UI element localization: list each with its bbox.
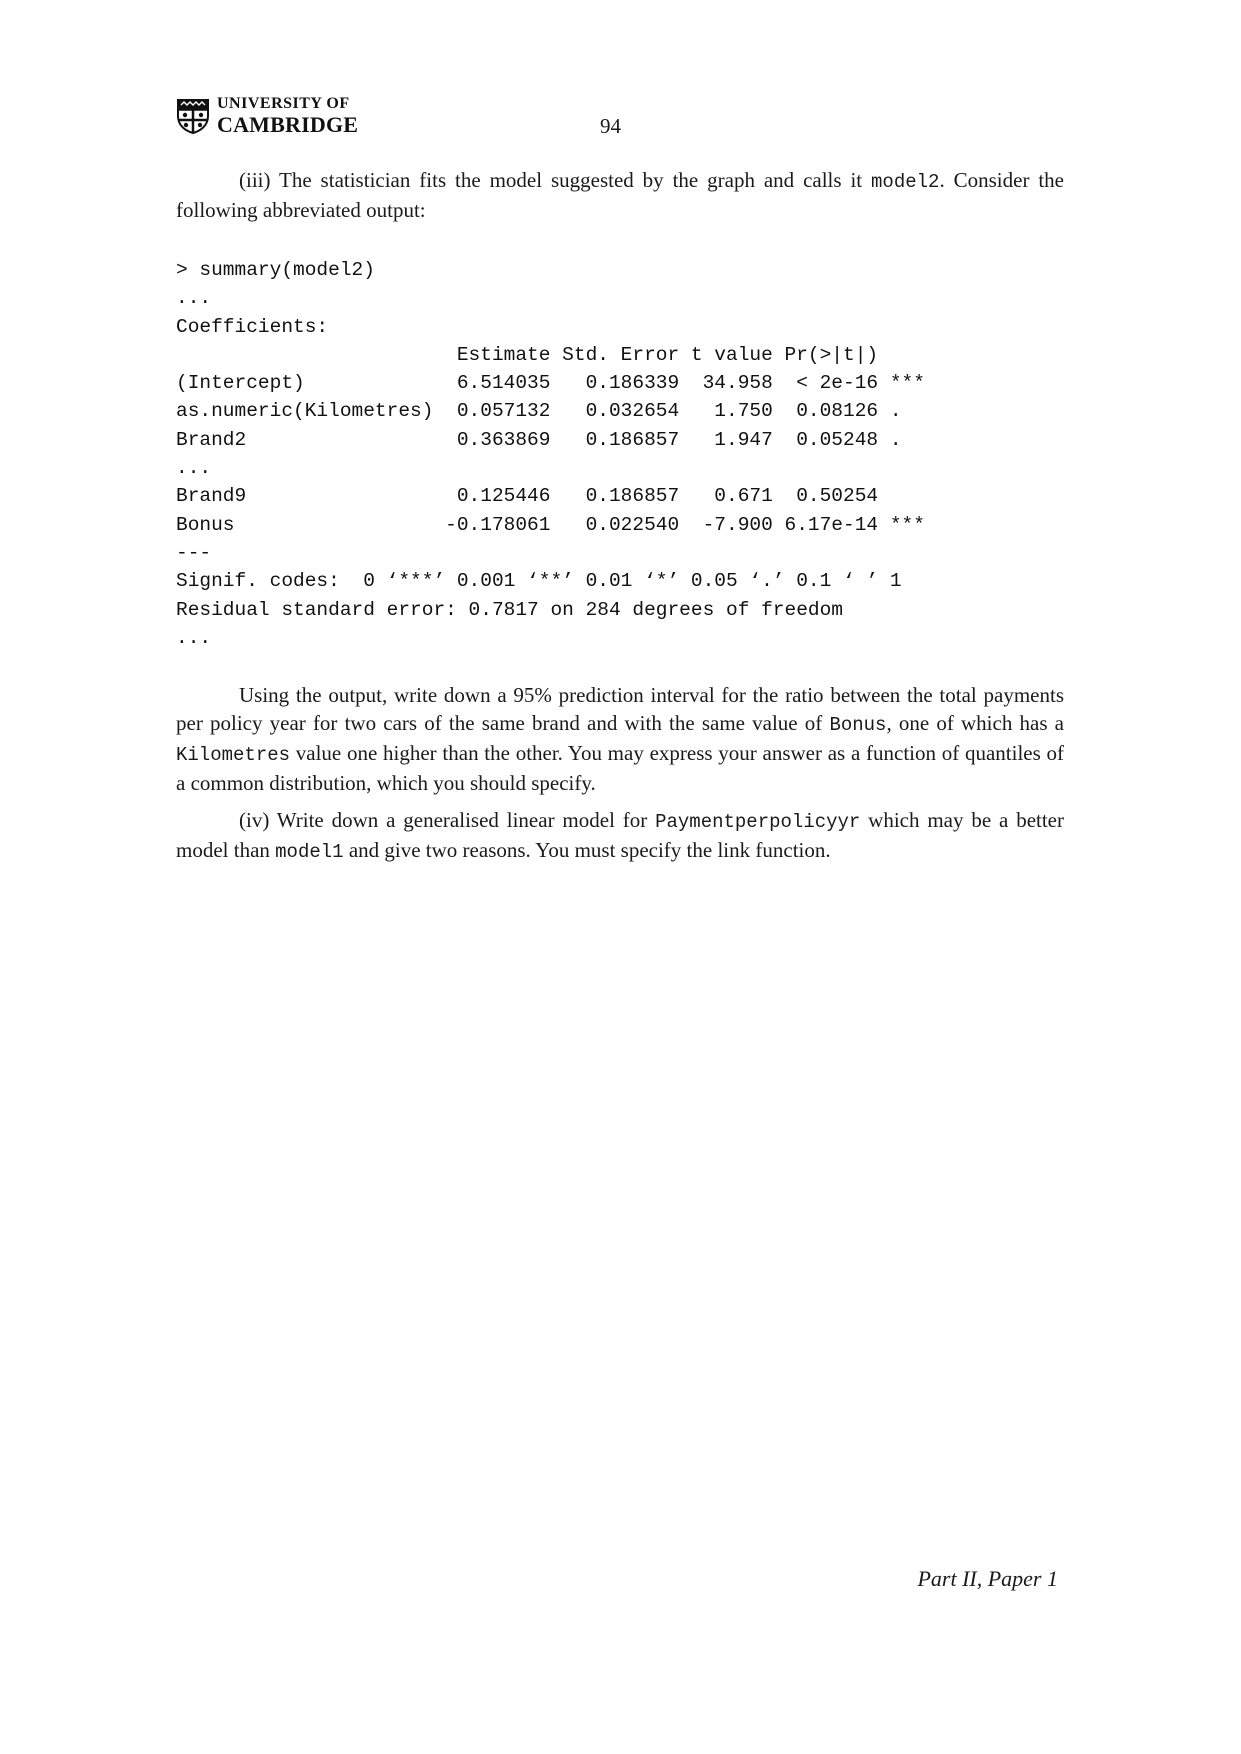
coefficient-row: Brand2 0.363869 0.186857 1.947 0.05248 .	[176, 428, 902, 451]
output-line: ...	[176, 626, 212, 649]
part-iv-question	[176, 806, 1064, 866]
model1-code: model1	[275, 841, 344, 863]
part-iii-text-before: (iii) The statistician fits the model suggested by the graph and calls it	[239, 168, 872, 192]
residual-standard-error: Residual standard error: 0.7817 on 284 degrees of freedom	[176, 598, 844, 621]
page-number: 94	[600, 114, 621, 138]
output-line: ...	[176, 457, 212, 480]
university-logo	[176, 96, 358, 136]
part-iii-text-after: . Consider the following abbreviated output:	[176, 168, 1064, 222]
part-iv-text-part2: which may be a better model than	[176, 808, 1064, 862]
coefficient-row: as.numeric(Kilometres) 0.057132 0.032654 1.750 0.08126 .	[176, 400, 902, 423]
output-line: > summary(model2)	[176, 259, 375, 281]
paper-footer: Part II, Paper 1	[917, 1566, 1058, 1591]
coefficients-header: Estimate Std. Error t value Pr(>|t|)	[176, 343, 879, 366]
output-line: Coefficients:	[176, 315, 329, 338]
kilometres-code: Kilometres	[176, 744, 291, 766]
coefficient-row: Bonus -0.178061 0.022540 -7.900 6.17e-14 ***	[176, 513, 925, 536]
part-iv-text-part1: (iv) Write down a generalised linear model for	[239, 808, 656, 832]
coefficient-row: Brand9 0.125446 0.186857 0.671 0.50254	[176, 485, 879, 508]
output-line: ---	[176, 541, 212, 564]
coefficient-row: (Intercept) 6.514035 0.186339 34.958 < 2e-16 ***	[176, 372, 925, 395]
part-iii-intro	[176, 166, 1064, 224]
signif-codes: Signif. codes: 0 ‘***’ 0.001 ‘**’ 0.01 ‘*’ 0.05 ‘.’ 0.1 ‘ ’ 1	[176, 570, 902, 593]
bonus-code: Bonus	[829, 714, 887, 736]
logo-line-university-of: UNIVERSITY OF	[217, 95, 350, 112]
question-text-part3: value one higher than the other. You may express your answer as a function of quantiles of a common distribution, which you should specify.	[176, 741, 1064, 795]
cambridge-crest-icon	[176, 98, 210, 134]
model2-code: model2	[871, 171, 940, 193]
part-iv-text-part3: and give two reasons. You must specify the link function.	[343, 838, 831, 862]
r-summary-output	[176, 256, 925, 652]
question-text-part2: , one of which has a	[886, 711, 1064, 735]
paymentperpolicyyr-code: Paymentperpolicyyr	[655, 811, 861, 833]
output-line: ...	[176, 287, 212, 310]
logo-line-cambridge: CAMBRIDGE	[217, 112, 359, 137]
prediction-interval-question	[176, 681, 1064, 797]
question-text-part1: Using the output, write down a 95% prediction interval for the ratio between the total payments per policy year for two cars of the same brand and with the same value of	[176, 683, 1064, 735]
